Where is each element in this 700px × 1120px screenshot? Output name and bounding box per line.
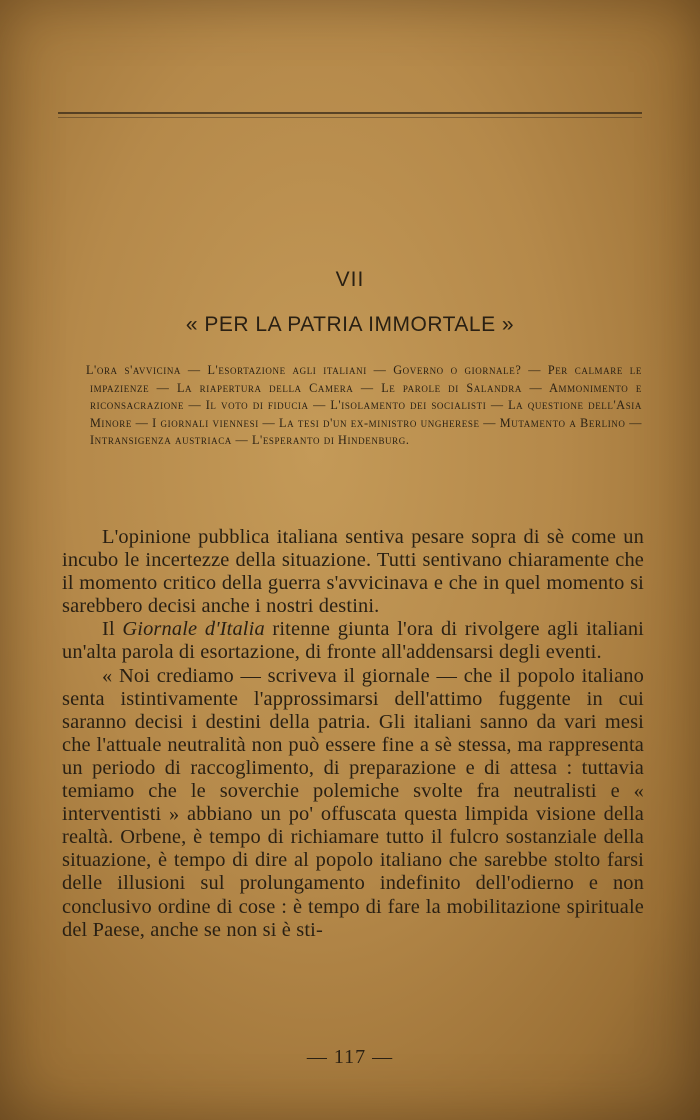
body-text [62, 526, 644, 942]
paragraph-1: L'opinione pubblica italiana sentiva pesare sopra di sè come un incubo le incertezze della situazione. Tutti sentivano chiaramente che il momento critico della guerra s'avvicinava e che in quel momento si sarebbero decisi anche i nostri destini. [62, 526, 644, 618]
header-rule-secondary [58, 117, 642, 118]
paragraph-3: « Noi crediamo — scriveva il giornale — che il popolo italiano senta istintivamente l'approssimarsi dell'attimo fuggente in cui saranno decisi i destini della patria. Gli italiani sanno da vari mesi che l'attuale neutralità non può essere fine a sè stessa, ma rappresenta un periodo di raccoglimento, di preparazione e di attesa : tuttavia temiamo che le soverchie polemiche svolte fra neutralisti e « interventisti » abbiano un po' offuscata questa limpida visione della realtà. Orbene, è tempo di richiamare tutto il fulcro sostanziale della situazione, è tempo di dire al popolo italiano che sarebbe stolto farsi delle illusioni sul prolungamento indefinito dell'odierno e non conclusivo ordine di cose : è tempo di fare la mobilitazione spirituale del Paese, anche se non si è sti- [62, 664, 644, 941]
paragraph-2-end: ritenne giunta l'ora di rivolgere agli italiani un'alta parola di esortazione, di fronte all'addensarsi degli eventi. [62, 618, 644, 664]
chapter-title: « PER LA PATRIA IMMORTALE » [185, 313, 515, 336]
paragraph-2 [62, 618, 644, 664]
page-number: — 117 — [306, 1046, 394, 1068]
chapter-number: VII [335, 268, 365, 291]
paragraph-2-start: Il [102, 618, 123, 641]
header-rule [58, 112, 642, 114]
newspaper-title: Giornale d'Italia [122, 618, 265, 641]
chapter-summary: L'ora s'avvicina — L'esortazione agli italiani — Governo o giornale? — Per calmare le impazienze — La riapertura della Camera — Le parole di Salandra — Ammonimento e riconsacrazione — Il voto di fiducia — L'isolamento dei socialisti — La questione dell'Asia Minore — I giornali viennesi — La tesi d'un ex-ministro ungherese — Mutamento a Berlino — Intransigenza austriaca — L'esperanto di Hindenburg. [86, 363, 642, 448]
